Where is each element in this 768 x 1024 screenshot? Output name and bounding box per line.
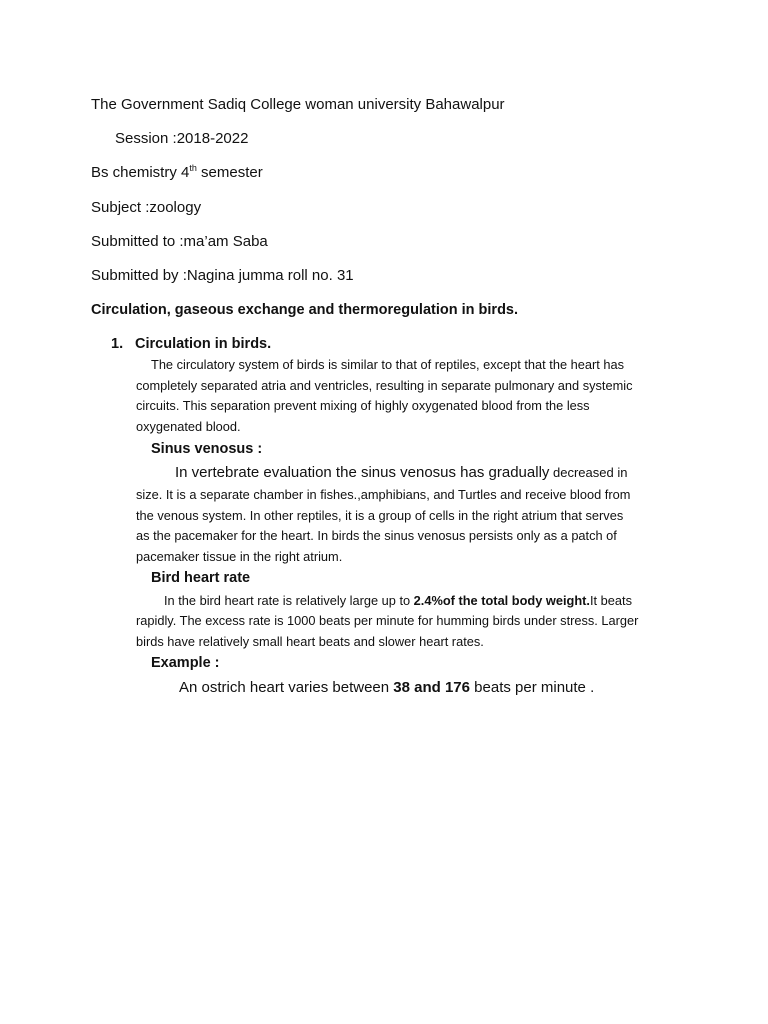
- paragraph-line: as the pacemaker for the heart. In birds the sinus venosus persists only as a patch of: [136, 528, 617, 543]
- section-heading-circulation: Circulation in birds.: [135, 336, 272, 352]
- heart-rate-paragraph: [136, 611, 638, 652]
- program-line: [91, 164, 263, 181]
- paragraph-line: The circulatory system of birds is similar to that of reptiles, except that the heart has: [151, 357, 624, 372]
- example-text: [179, 679, 594, 696]
- subject-line: Subject :zoology: [91, 199, 202, 216]
- paragraph-line: pacemaker tissue in the right atrium.: [136, 548, 343, 564]
- session-line: Session :2018-2022: [115, 130, 249, 147]
- program-text: Bs chemistry 4: [91, 164, 190, 181]
- paragraph-line: oxygenated blood.: [136, 418, 241, 434]
- paragraph-line: size. It is a separate chamber in fishes.,amphibians, and Turtles and receive blood from: [136, 487, 631, 502]
- sinus-venosus-heading: Sinus venosus :: [151, 441, 263, 457]
- example-text-end: beats per minute .: [470, 679, 595, 696]
- paragraph-line: circuits. This separation prevent mixing of highly oxygenated blood from the less: [136, 398, 590, 413]
- submitted-to-line: Submitted to :ma’am Saba: [91, 233, 268, 250]
- program-superscript: th: [189, 163, 197, 173]
- sinus-first-line: [175, 464, 627, 482]
- heart-rate-first-line: [164, 591, 632, 612]
- sinus-first-big-text: In vertebrate evaluation the sinus venosus has gradually: [175, 464, 550, 481]
- paragraph-line: birds have relatively small heart beats and slower heart rates.: [136, 633, 484, 649]
- section-number: 1.: [111, 336, 124, 352]
- heart-rate-text: In the bird heart rate is relatively large up to: [164, 593, 414, 608]
- program-suffix: semester: [196, 164, 263, 181]
- example-bold-values: 38 and 176: [393, 679, 470, 696]
- example-heading: Example :: [151, 655, 220, 671]
- sinus-first-small-text: decreased in: [549, 465, 628, 480]
- example-text-start: An ostrich heart varies between: [179, 679, 394, 696]
- heart-rate-text-end: It beats: [590, 593, 632, 608]
- document-title: Circulation, gaseous exchange and thermoregulation in birds.: [91, 302, 519, 318]
- institution-name: The Government Sadiq College woman university Bahawalpur: [91, 96, 505, 113]
- paragraph-line: rapidly. The excess rate is 1000 beats per minute for humming birds under stress. Larger: [136, 613, 639, 628]
- circulation-paragraph: [136, 355, 633, 437]
- bird-heart-rate-heading: Bird heart rate: [151, 570, 251, 586]
- heart-rate-bold-text: 2.4%of the total body weight.: [413, 593, 590, 608]
- submitted-by-line: Submitted by :Nagina jumma roll no. 31: [91, 267, 354, 284]
- sinus-paragraph: [136, 485, 630, 567]
- paragraph-line: the venous system. In other reptiles, it is a group of cells in the right atrium that serves: [136, 507, 624, 523]
- paragraph-line: completely separated atria and ventricles, resulting in separate pulmonary and systemic: [136, 377, 633, 393]
